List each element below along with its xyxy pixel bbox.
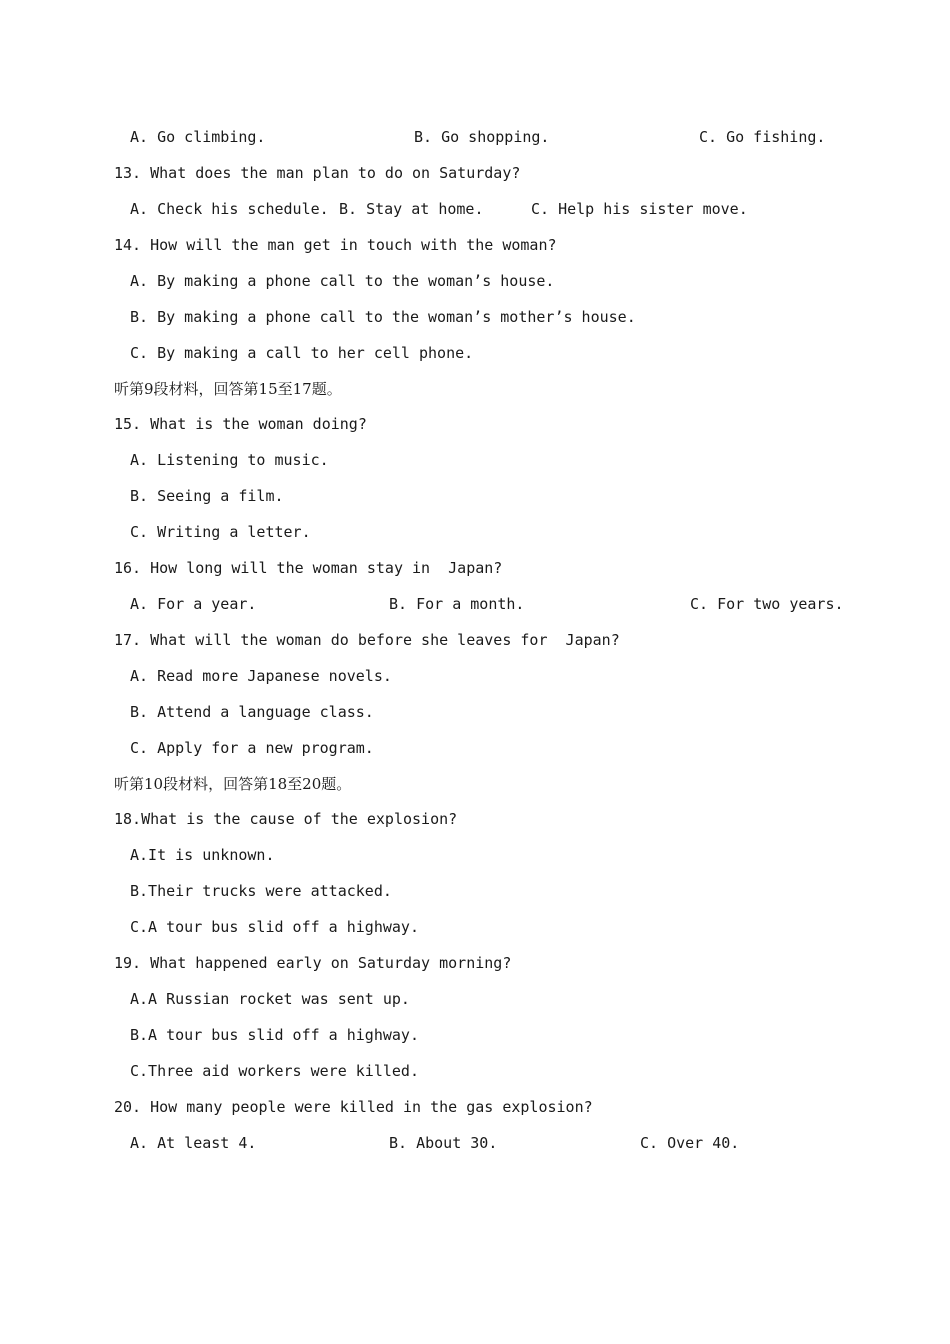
question-14 xyxy=(0,233,950,257)
option-19-b-line xyxy=(0,1023,950,1047)
option-19-a-line xyxy=(0,987,950,1011)
option-15-c: C. Writing a letter. xyxy=(130,523,311,541)
question-20-text: 20. How many people were killed in the gas explosion? xyxy=(114,1098,593,1116)
option-15-a-line xyxy=(0,448,950,472)
question-16-options xyxy=(0,592,950,616)
question-18-text: 18.What is the cause of the explosion? xyxy=(114,810,458,828)
option-15-a: A. Listening to music. xyxy=(130,451,329,469)
option-17-b: B. Attend a language class. xyxy=(130,703,374,721)
option-19-c: C.Three aid workers were killed. xyxy=(130,1062,419,1080)
option-16-a: A. For a year. xyxy=(130,595,257,613)
option-18-c-line xyxy=(0,915,950,939)
option-17-a: A. Read more Japanese novels. xyxy=(130,667,392,685)
option-20-c: C. Over 40. xyxy=(640,1134,740,1152)
question-15-text: 15. What is the woman doing? xyxy=(114,415,367,433)
section-9-heading xyxy=(0,377,950,401)
option-12-c: C. Go fishing. xyxy=(699,128,826,146)
option-14-a: A. By making a phone call to the woman’s house. xyxy=(130,272,555,290)
option-18-a-line xyxy=(0,843,950,867)
option-17-a-line xyxy=(0,664,950,688)
option-14-b: B. By making a phone call to the woman’s mother’s house. xyxy=(130,308,636,326)
option-20-a: A. At least 4. xyxy=(130,1134,257,1152)
question-15 xyxy=(0,412,950,436)
option-17-c: C. Apply for a new program. xyxy=(130,739,374,757)
question-13 xyxy=(0,161,950,185)
option-19-c-line xyxy=(0,1059,950,1083)
option-18-b: B.Their trucks were attacked. xyxy=(130,882,392,900)
question-20 xyxy=(0,1095,950,1119)
option-12-a: A. Go climbing. xyxy=(130,128,266,146)
option-14-a-line xyxy=(0,269,950,293)
option-15-c-line xyxy=(0,520,950,544)
question-13-text: 13. What does the man plan to do on Saturday? xyxy=(114,164,521,182)
question-17-text: 17. What will the woman do before she leaves for Japan? xyxy=(114,631,620,649)
option-16-c: C. For two years. xyxy=(690,595,844,613)
option-15-b-line xyxy=(0,484,950,508)
option-17-c-line xyxy=(0,736,950,760)
question-20-options xyxy=(0,1131,950,1155)
section-9-text: 听第9段材料，回答第15至17题。 xyxy=(114,380,342,398)
question-16-text: 16. How long will the woman stay in Japan? xyxy=(114,559,503,577)
option-18-a: A.It is unknown. xyxy=(130,846,275,864)
question-18 xyxy=(0,807,950,831)
option-20-b: B. About 30. xyxy=(389,1134,498,1152)
option-13-c: C. Help his sister move. xyxy=(531,200,748,218)
question-12-options xyxy=(0,125,950,149)
question-16 xyxy=(0,556,950,580)
section-10-heading xyxy=(0,772,950,796)
option-17-b-line xyxy=(0,700,950,724)
option-13-a: A. Check his schedule. xyxy=(130,200,329,218)
question-13-options xyxy=(0,197,950,221)
option-13-b: B. Stay at home. xyxy=(339,200,484,218)
option-19-a: A.A Russian rocket was sent up. xyxy=(130,990,410,1008)
option-16-b: B. For a month. xyxy=(389,595,525,613)
question-19-text: 19. What happened early on Saturday morning? xyxy=(114,954,512,972)
question-17 xyxy=(0,628,950,652)
option-18-c: C.A tour bus slid off a highway. xyxy=(130,918,419,936)
question-14-text: 14. How will the man get in touch with the woman? xyxy=(114,236,557,254)
option-14-c: C. By making a call to her cell phone. xyxy=(130,344,474,362)
option-19-b: B.A tour bus slid off a highway. xyxy=(130,1026,419,1044)
section-10-text: 听第10段材料，回答第18至20题。 xyxy=(114,775,352,793)
option-18-b-line xyxy=(0,879,950,903)
option-12-b: B. Go shopping. xyxy=(414,128,550,146)
option-15-b: B. Seeing a film. xyxy=(130,487,284,505)
option-14-c-line xyxy=(0,341,950,365)
question-19 xyxy=(0,951,950,975)
option-14-b-line xyxy=(0,305,950,329)
